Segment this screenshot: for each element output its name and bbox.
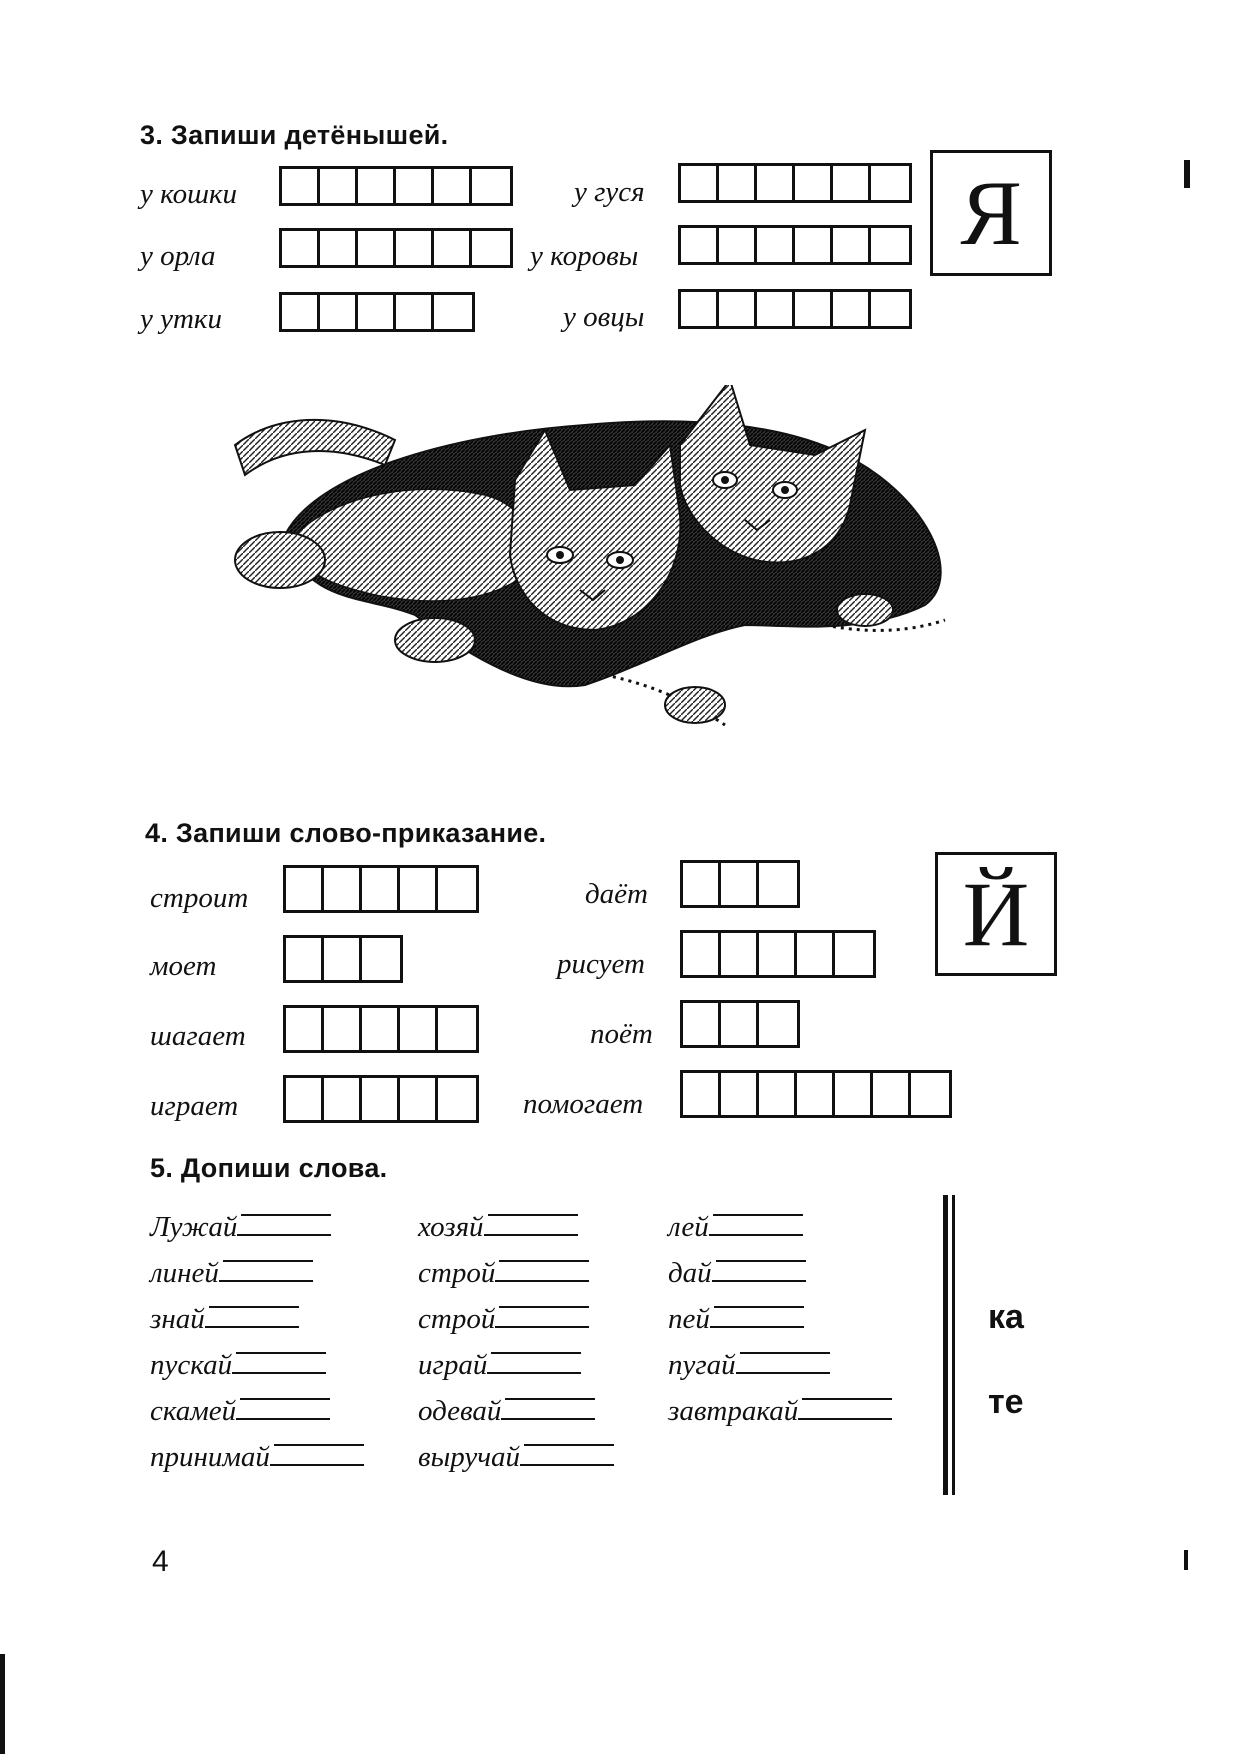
- letter-cell[interactable]: [320, 295, 358, 329]
- letter-cell[interactable]: [721, 933, 759, 975]
- kitten-paw: [235, 532, 325, 588]
- task4-answer-boxes-1[interactable]: [283, 865, 479, 913]
- word-stem: принимай: [150, 1441, 270, 1473]
- task4-label-8: помогает: [523, 1088, 644, 1120]
- word-row: [418, 1210, 578, 1244]
- letter-cell[interactable]: [434, 295, 472, 329]
- word-row: [418, 1348, 581, 1382]
- ending-blank[interactable]: [710, 1302, 804, 1328]
- task4-label-4: рисует: [557, 948, 645, 980]
- word-row: [418, 1440, 614, 1474]
- ending-blank[interactable]: [270, 1440, 364, 1466]
- letter-cell[interactable]: [396, 295, 434, 329]
- double-rule-right: [952, 1195, 955, 1495]
- letter-cell[interactable]: [721, 863, 759, 905]
- letter-ya-card: [930, 150, 1052, 276]
- ending-blank[interactable]: [712, 1256, 806, 1282]
- word-stem: одевай: [418, 1395, 502, 1427]
- task4-answer-boxes-6[interactable]: [680, 1000, 800, 1048]
- letter-cell[interactable]: [400, 1078, 438, 1120]
- letter-cell[interactable]: [833, 166, 871, 200]
- letter-short-i-card: [935, 852, 1057, 976]
- letter-cell[interactable]: [324, 1008, 362, 1050]
- word-stem: играй: [418, 1349, 488, 1381]
- ending-blank[interactable]: [520, 1440, 614, 1466]
- kitten-paw: [395, 618, 475, 662]
- task4-answer-boxes-4[interactable]: [680, 930, 876, 978]
- letter-cell[interactable]: [871, 166, 909, 200]
- page-number: 4: [152, 1545, 169, 1578]
- scan-edge-mark: [1184, 160, 1190, 188]
- letter-cell[interactable]: [871, 228, 909, 262]
- task4-answer-boxes-7[interactable]: [283, 1075, 479, 1123]
- word-row: [150, 1256, 313, 1290]
- word-stem: Лужай: [150, 1211, 238, 1243]
- ending-blank[interactable]: [487, 1348, 581, 1374]
- letter-cell[interactable]: [286, 938, 324, 980]
- ending-blank[interactable]: [495, 1256, 589, 1282]
- task4-answer-boxes-5[interactable]: [283, 1005, 479, 1053]
- word-stem: пускай: [150, 1349, 233, 1381]
- letter-cell[interactable]: [797, 1073, 835, 1115]
- letter-cell[interactable]: [757, 228, 795, 262]
- ending-blank[interactable]: [236, 1394, 330, 1420]
- letter-cell[interactable]: [719, 292, 757, 326]
- letter-short-i: Й: [962, 863, 1030, 965]
- letter-cell[interactable]: [324, 868, 362, 910]
- word-row: [150, 1302, 299, 1336]
- letter-cell[interactable]: [759, 1003, 797, 1045]
- word-stem: линей: [150, 1257, 219, 1289]
- letter-cell[interactable]: [438, 868, 476, 910]
- word-row: [668, 1302, 804, 1336]
- letter-cell[interactable]: [396, 231, 434, 265]
- letter-cell[interactable]: [362, 1078, 400, 1120]
- word-stem: пей: [668, 1303, 710, 1335]
- word-row: [418, 1394, 595, 1428]
- word-row: [668, 1348, 830, 1382]
- letter-cell[interactable]: [797, 933, 835, 975]
- ending-blank[interactable]: [736, 1348, 830, 1374]
- letter-cell[interactable]: [681, 292, 719, 326]
- letter-cell[interactable]: [681, 166, 719, 200]
- word-stem: знай: [150, 1303, 205, 1335]
- word-stem: завтракай: [668, 1395, 799, 1427]
- letter-cell[interactable]: [757, 166, 795, 200]
- letter-cell[interactable]: [683, 863, 721, 905]
- scan-edge-mark: [1184, 1550, 1188, 1570]
- word-row: [150, 1440, 364, 1474]
- letter-cell[interactable]: [759, 933, 797, 975]
- task3-answer-boxes-3[interactable]: [279, 228, 513, 268]
- word-row: [418, 1302, 589, 1336]
- word-stem: строй: [418, 1257, 496, 1289]
- letter-cell[interactable]: [683, 933, 721, 975]
- word-stem: лей: [668, 1211, 709, 1243]
- word-row: [150, 1394, 330, 1428]
- ending-blank[interactable]: [484, 1210, 578, 1236]
- letter-cell[interactable]: [911, 1073, 949, 1115]
- task3-heading: 3. Запиши детёнышей.: [140, 120, 449, 150]
- letter-cell[interactable]: [683, 1003, 721, 1045]
- word-row: [418, 1256, 589, 1290]
- ending-blank[interactable]: [501, 1394, 595, 1420]
- task4-answer-boxes-8[interactable]: [680, 1070, 952, 1118]
- letter-cell[interactable]: [719, 228, 757, 262]
- task4-label-3: моет: [150, 950, 217, 982]
- letter-cell[interactable]: [434, 231, 472, 265]
- task4-label-1: строит: [150, 882, 249, 914]
- letter-cell[interactable]: [681, 228, 719, 262]
- letter-cell[interactable]: [438, 1078, 476, 1120]
- letter-cell[interactable]: [873, 1073, 911, 1115]
- ending-blank[interactable]: [232, 1348, 326, 1374]
- ending-blank[interactable]: [237, 1210, 331, 1236]
- ending-blank[interactable]: [219, 1256, 313, 1282]
- task4-label-2: даёт: [585, 878, 648, 910]
- letter-cell[interactable]: [396, 169, 434, 203]
- double-rule-left: [943, 1195, 948, 1495]
- ending-blank[interactable]: [205, 1302, 299, 1328]
- letter-cell[interactable]: [472, 231, 510, 265]
- task4-label-5: шагает: [150, 1020, 246, 1052]
- word-row: [668, 1256, 806, 1290]
- letter-cell[interactable]: [721, 1003, 759, 1045]
- task3-label-2: у гуся: [574, 176, 645, 208]
- kitten-tail: [235, 420, 395, 475]
- letter-cell[interactable]: [759, 1073, 797, 1115]
- letter-cell[interactable]: [871, 292, 909, 326]
- word-row: [668, 1210, 803, 1244]
- word-row: [668, 1394, 892, 1428]
- task3-label-1: у кошки: [140, 178, 238, 210]
- letter-cell[interactable]: [358, 169, 396, 203]
- letter-cell[interactable]: [286, 1078, 324, 1120]
- task5-heading: 5. Допиши слова.: [150, 1153, 388, 1183]
- word-stem: скамей: [150, 1395, 237, 1427]
- ending-blank[interactable]: [495, 1302, 589, 1328]
- letter-cell[interactable]: [833, 228, 871, 262]
- letter-cell[interactable]: [286, 868, 324, 910]
- ending-ka: ка: [988, 1298, 1024, 1336]
- letter-cell[interactable]: [835, 1073, 873, 1115]
- letter-cell[interactable]: [358, 295, 396, 329]
- letter-ya: Я: [960, 162, 1022, 264]
- letter-cell[interactable]: [320, 169, 358, 203]
- letter-cell[interactable]: [795, 228, 833, 262]
- kitten-paw: [665, 687, 725, 723]
- letter-cell[interactable]: [438, 1008, 476, 1050]
- task4-label-6: поёт: [590, 1018, 653, 1050]
- letter-cell[interactable]: [721, 1073, 759, 1115]
- letter-cell[interactable]: [320, 231, 358, 265]
- word-stem: хозяй: [418, 1211, 484, 1243]
- word-stem: выручай: [418, 1441, 521, 1473]
- letter-cell[interactable]: [362, 1008, 400, 1050]
- ending-blank[interactable]: [798, 1394, 892, 1420]
- letter-cell[interactable]: [683, 1073, 721, 1115]
- task4-answer-boxes-3[interactable]: [283, 935, 403, 983]
- task3-label-5: у утки: [140, 303, 223, 335]
- task4-label-7: играет: [150, 1090, 239, 1122]
- word-row: [150, 1348, 326, 1382]
- word-stem: строй: [418, 1303, 496, 1335]
- letter-cell[interactable]: [833, 292, 871, 326]
- task3-answer-boxes-5[interactable]: [279, 292, 475, 332]
- task3-answer-boxes-1[interactable]: [279, 166, 513, 206]
- scan-edge-mark: [0, 1654, 5, 1754]
- word-row: [150, 1210, 331, 1244]
- ending-blank[interactable]: [709, 1210, 803, 1236]
- word-stem: дай: [668, 1257, 712, 1289]
- task4-heading: 4. Запиши слово-приказание.: [145, 818, 547, 848]
- task3-label-6: у овцы: [563, 301, 645, 333]
- letter-cell[interactable]: [358, 231, 396, 265]
- task4-answer-boxes-2[interactable]: [680, 860, 800, 908]
- letter-cell[interactable]: [286, 1008, 324, 1050]
- letter-cell[interactable]: [759, 863, 797, 905]
- letter-cell[interactable]: [795, 292, 833, 326]
- task3-label-3: у орла: [140, 240, 216, 272]
- letter-cell[interactable]: [434, 169, 472, 203]
- letter-cell[interactable]: [282, 231, 320, 265]
- task3-answer-boxes-2[interactable]: [678, 163, 912, 203]
- letter-cell[interactable]: [795, 166, 833, 200]
- letter-cell[interactable]: [757, 292, 795, 326]
- task3-answer-boxes-6[interactable]: [678, 289, 912, 329]
- letter-cell[interactable]: [400, 868, 438, 910]
- word-stem: пугай: [668, 1349, 736, 1381]
- kittens-illustration: [225, 385, 985, 765]
- letter-cell[interactable]: [400, 1008, 438, 1050]
- letter-cell[interactable]: [472, 169, 510, 203]
- ending-te: те: [988, 1383, 1024, 1421]
- letter-cell[interactable]: [324, 938, 362, 980]
- letter-cell[interactable]: [719, 166, 757, 200]
- task3-answer-boxes-4[interactable]: [678, 225, 912, 265]
- letter-cell[interactable]: [362, 938, 400, 980]
- letter-cell[interactable]: [362, 868, 400, 910]
- letter-cell[interactable]: [324, 1078, 362, 1120]
- task3-label-4: у коровы: [530, 240, 639, 272]
- kitten-paw: [837, 594, 893, 626]
- letter-cell[interactable]: [282, 169, 320, 203]
- letter-cell[interactable]: [282, 295, 320, 329]
- letter-cell[interactable]: [835, 933, 873, 975]
